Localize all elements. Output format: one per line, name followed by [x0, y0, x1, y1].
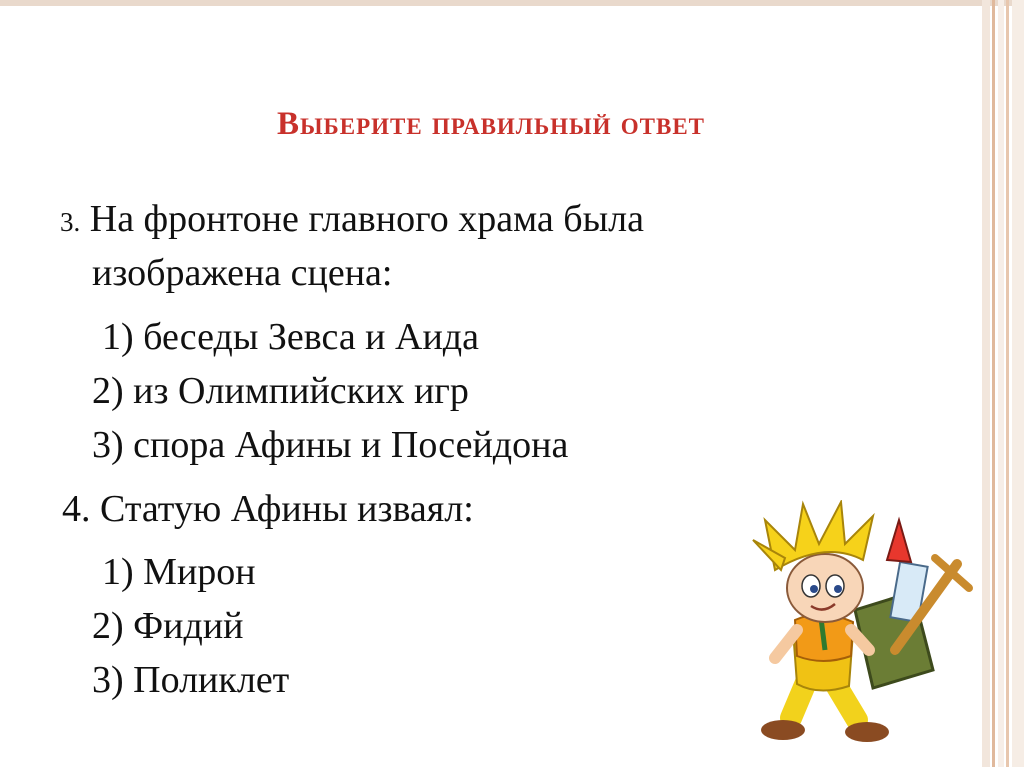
- question-3-option-3: 3) спора Афины и Посейдона: [92, 424, 569, 466]
- question-3-line-1: [60, 200, 644, 238]
- slide-title: Выберите правильный ответ: [276, 106, 706, 142]
- right-border-stripe: [982, 0, 990, 767]
- right-border-stripe: [1006, 0, 1009, 767]
- question-4-option-1: 1) Мирон: [102, 551, 256, 593]
- question-3-option-1: 1) беседы Зевса и Аида: [102, 316, 479, 358]
- right-border-stripe: [998, 0, 1004, 767]
- question-3-option-2: 2) из Олимпийских игр: [92, 370, 469, 412]
- question-4-option-3: 3) Поликлет: [92, 659, 290, 701]
- right-border-stripe: [1012, 0, 1024, 767]
- question-3-line-2: изображена сцена:: [92, 252, 393, 294]
- cartoon-boy-illustration: [745, 500, 975, 760]
- slide-top-border: [0, 0, 1024, 6]
- question-3-number: 3.: [60, 207, 81, 237]
- question-4-text: 4. Статую Афины изваял:: [62, 488, 474, 530]
- question-4-option-2: 2) Фидий: [92, 605, 244, 647]
- question-3-text: На фронтоне главного храма была: [80, 198, 644, 240]
- right-border-stripe: [992, 0, 995, 767]
